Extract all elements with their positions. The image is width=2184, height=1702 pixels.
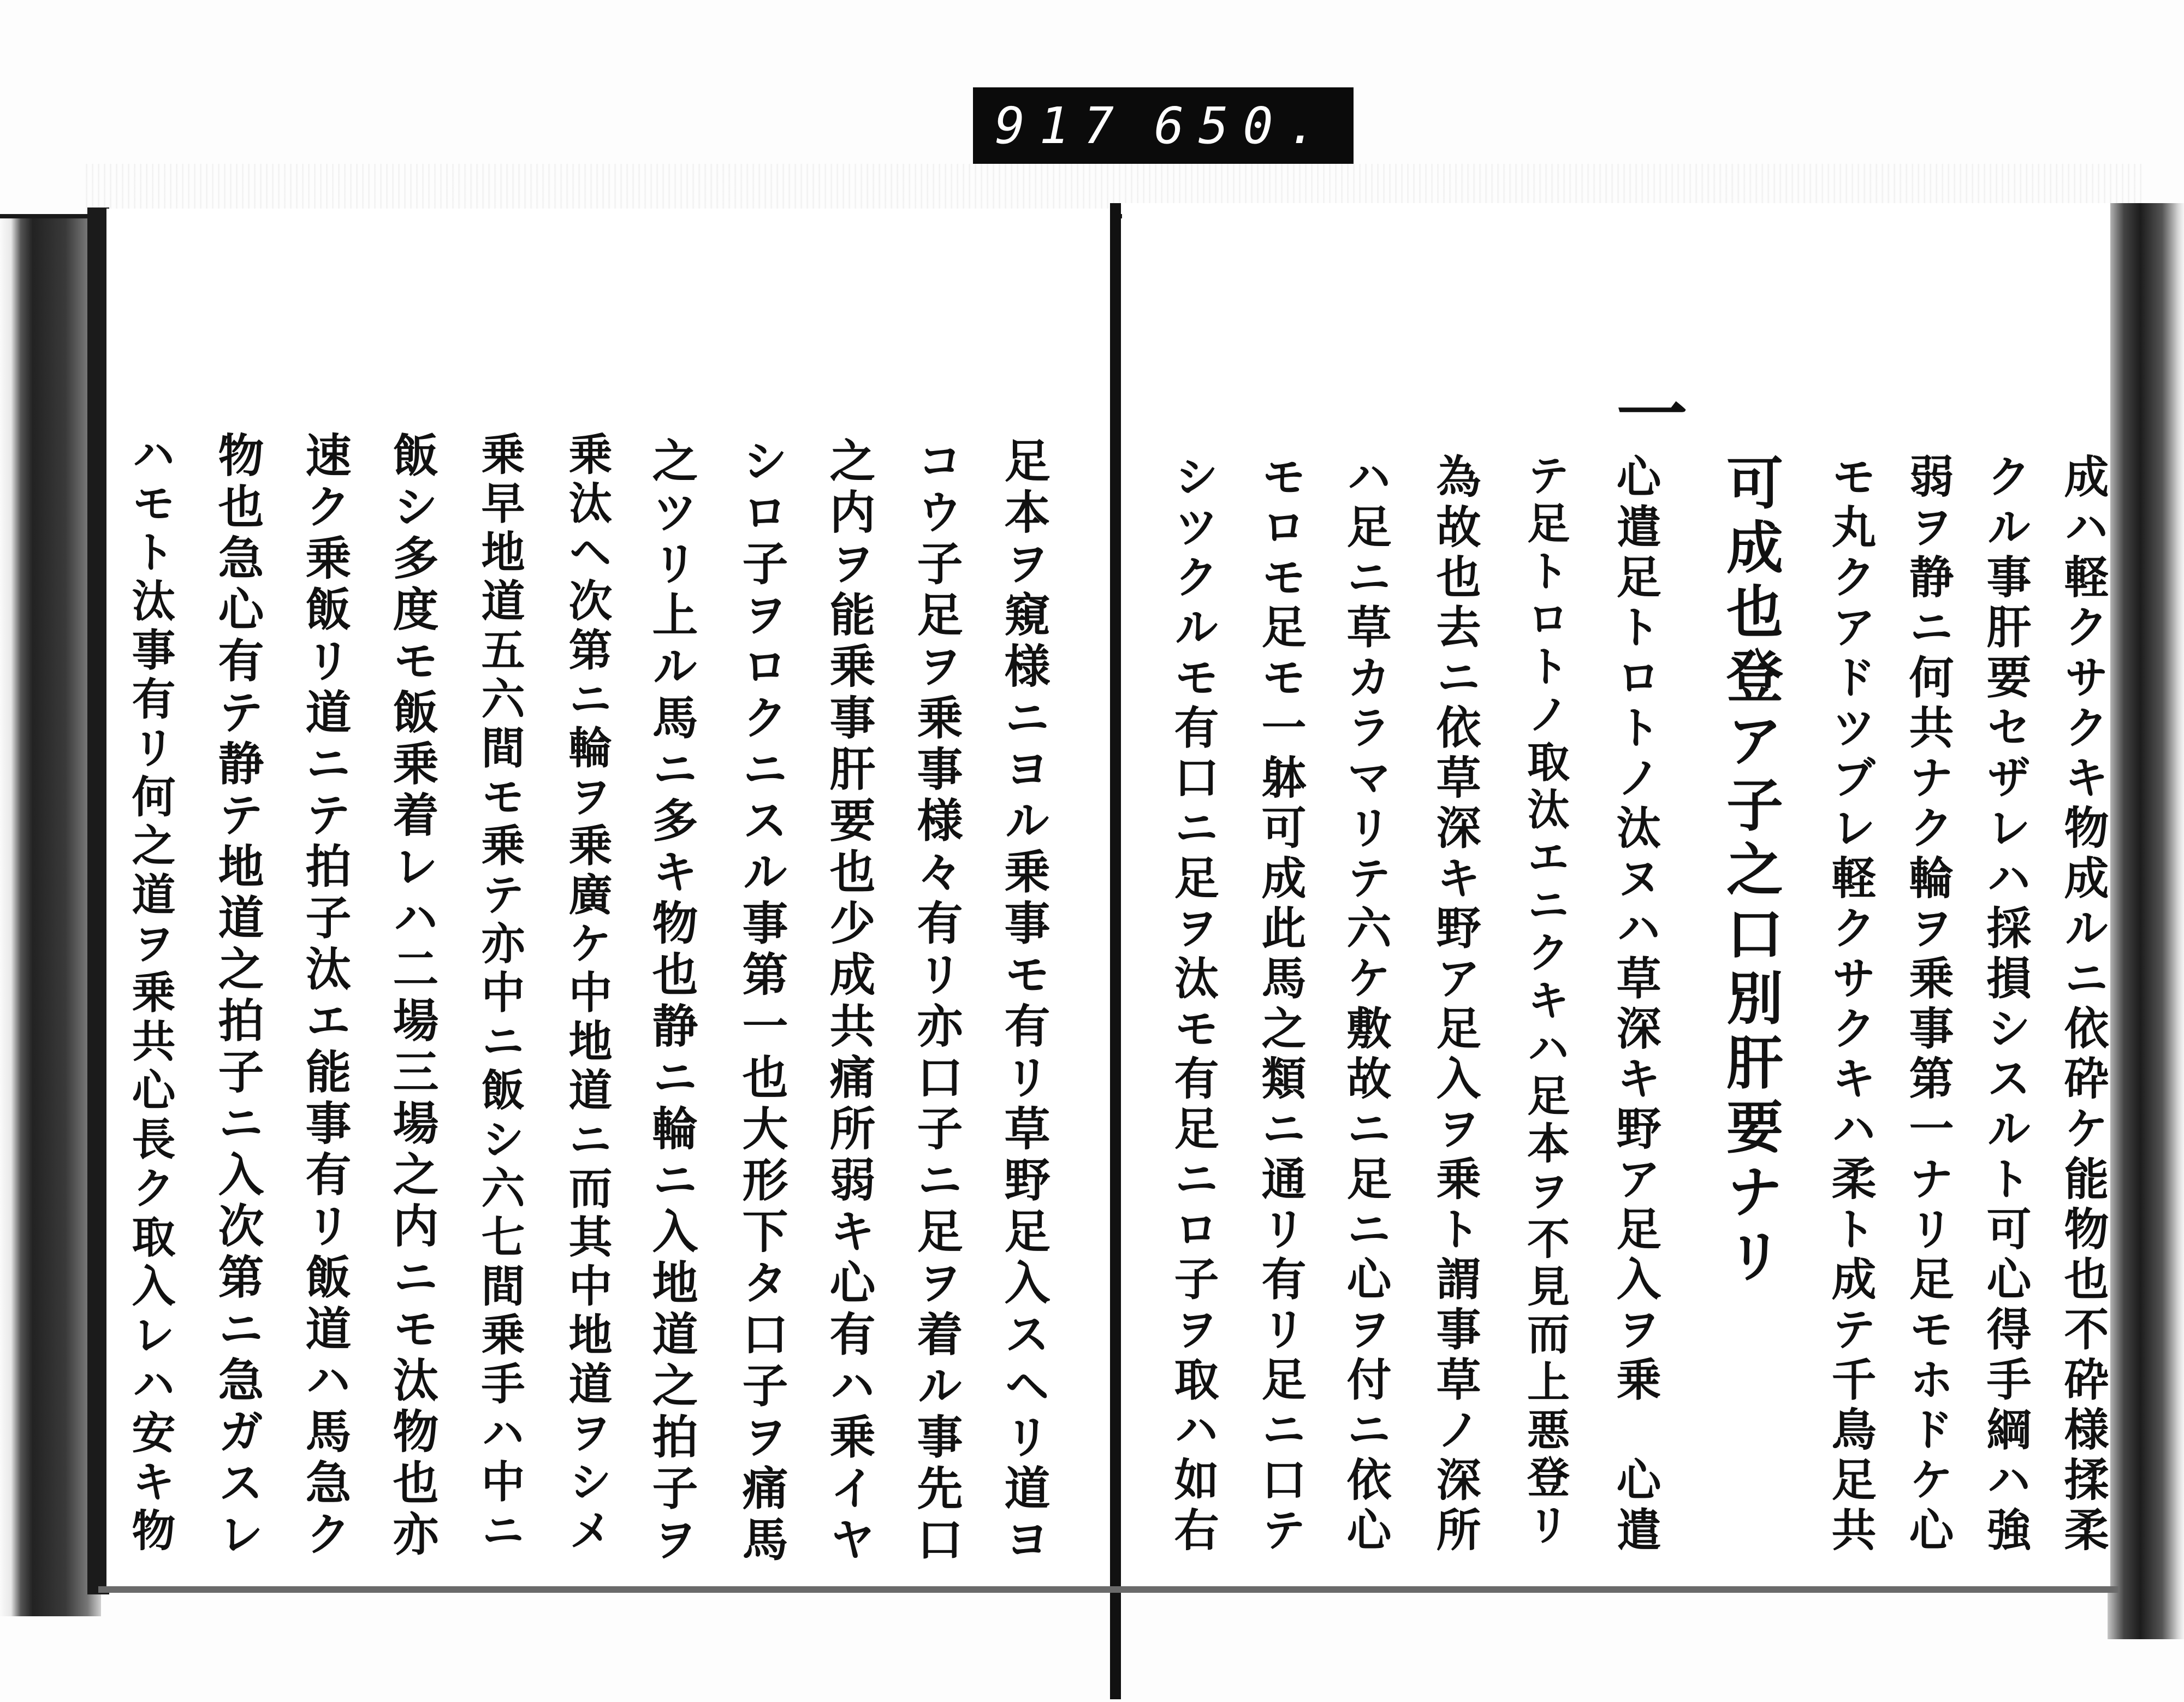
film-number-left: 917	[995, 96, 1129, 155]
book-gutter	[1110, 203, 1121, 1699]
right-page-column-8: 為故也去ニ依草深キ野ア足入ヲ乗ト謂事草ノ深所	[1429, 453, 1481, 1557]
left-page-column-3: 之内ヲ能乗事肝要也少成共痛所弱キ心有ハ乗イヤ	[822, 437, 876, 1567]
right-page-column-1: 成ハ軽クサクキ物成ルニ依砕ケ能物也不砕様揉柔	[2057, 453, 2109, 1557]
left-page-column-1: 足本ヲ窺様ニヨル乗事モ有リ草野足入スヘリ道ヨ	[997, 437, 1051, 1567]
left-page-column-5: 之ツリ上ル馬ニ多キ物也静ニ輪ニ入地道之拍子ヲ	[645, 437, 699, 1567]
right-page-column-5: 可成也登ア子之口別肝要ナリ	[1717, 453, 1784, 1291]
right-page-edge	[2108, 203, 2184, 1639]
left-page-column-6: 乗汰ヘ次第ニ輪ヲ乗廣ケ中地道ニ而其中地道ヲシメ	[561, 431, 613, 1557]
right-page-column-11: シツクルモ有口ニ足ヲ汰モ有足ニロ子ヲ取ハ如右	[1167, 453, 1219, 1557]
left-page-column-8: 飯シ多度モ飯乗着レハ二場三場之内ニモ汰物也亦	[385, 431, 440, 1562]
right-page-column-6: 心遣足トロトノ汰ヌハ草深キ野ア足入ヲ乗 心遣	[1609, 453, 1661, 1557]
item-marker: 一	[1605, 377, 1688, 448]
left-page-column-7: 乗早地道五六間モ乗テ亦中ニ飯シ六七間乗手ハ中ニ	[474, 431, 525, 1557]
left-page-column-4: シロ子ヲロクニスル事第一也大形下タ口子ヲ痛馬	[735, 437, 789, 1567]
right-page-column-4: モ丸クアドツブレ軽クサクキハ柔ト成テ千鳥足共	[1824, 453, 1877, 1557]
right-page-column-7: テ足トロトノ取汰エニクキハ足本ヲ不見而上悪登リ	[1520, 453, 1570, 1551]
left-page-edge-shadow	[87, 207, 109, 1594]
right-page-column-2: クル事肝要セザレハ採損シスルト可心得手綱ハ強	[1979, 453, 2032, 1557]
left-page-column-2: コウ子足ヲ乗事様々有リ亦口子ニ足ヲ着ル事先口	[910, 437, 964, 1567]
book-bottom-edge	[98, 1586, 2118, 1593]
right-page-column-9: ハ足ニ草カラマリテ六ケ敷故ニ足ニ心ヲ付ニ依心	[1339, 453, 1392, 1557]
right-page-column-10: モロモ足モ一躰可成此馬之類ニ通リ有リ足ニ口テ	[1254, 453, 1307, 1557]
left-page-column-9: 速ク乗飯リ道ニテ拍子汰エ能事有リ飯道ハ馬急ク	[298, 431, 352, 1562]
film-number-label	[973, 87, 1354, 164]
film-number-right: 650.	[1154, 96, 1332, 155]
left-page-column-11: ハモト汰事有リ何之道ヲ乗共心長ク取入レハ安キ物	[124, 431, 176, 1557]
left-page-edge	[0, 218, 101, 1616]
left-page-column-10: 物也急心有テ静テ地道之拍子ニ入次第ニ急ガスレ	[211, 431, 265, 1562]
right-page-column-3: 弱ヲ静ニ何共ナク輪ヲ乗事第一ナリ足モホドケ心	[1902, 453, 1954, 1557]
